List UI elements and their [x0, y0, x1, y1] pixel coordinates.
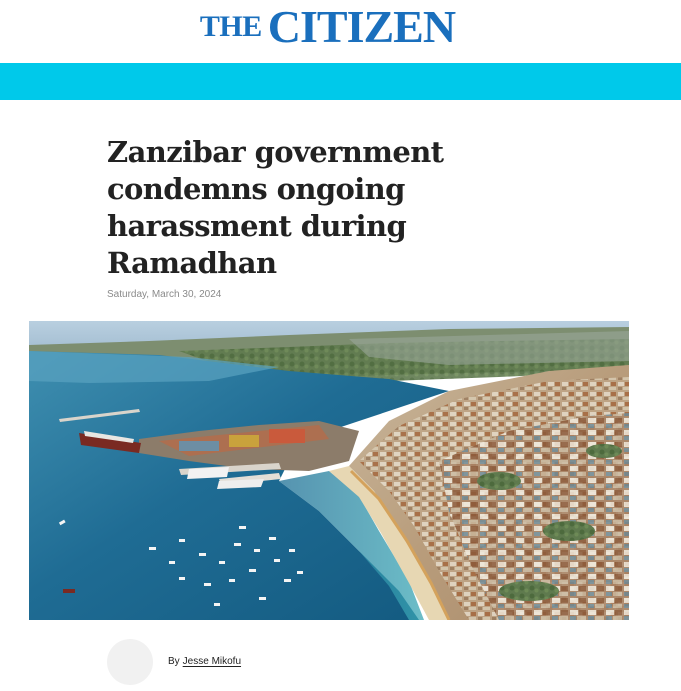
- logo-name: CITIZEN: [267, 1, 456, 52]
- article-date: Saturday, March 30, 2024: [107, 289, 222, 300]
- logo-the: THE: [199, 10, 262, 43]
- masthead: [0, 0, 681, 63]
- navigation-bar[interactable]: [0, 63, 681, 100]
- byline-prefix: By: [168, 656, 180, 667]
- author-link[interactable]: Jesse Mikofu: [182, 656, 242, 667]
- byline: [168, 656, 241, 667]
- article-headline: Zanzibar government condemns ongoing harassment during Ramadhan: [107, 135, 444, 280]
- author-avatar[interactable]: [107, 639, 153, 685]
- hero-image: [29, 321, 629, 620]
- site-logo[interactable]: [0, 1, 655, 52]
- hero-image-illustration: [29, 321, 629, 620]
